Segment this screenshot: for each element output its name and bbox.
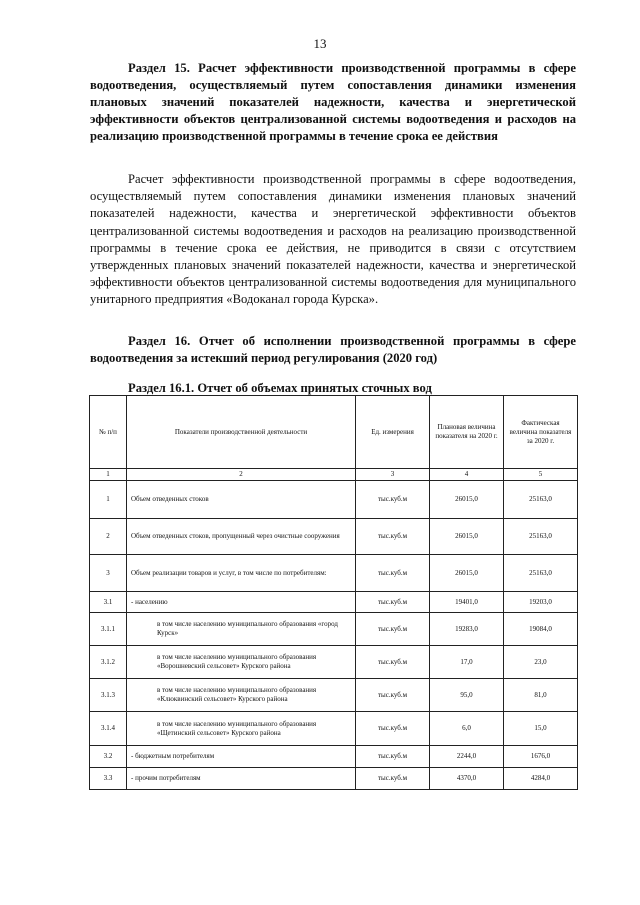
row-unit: тыс.куб.м — [356, 481, 430, 519]
table-row — [90, 712, 578, 746]
row-fact: 81,0 — [504, 679, 578, 712]
row-plan: 26015,0 — [430, 519, 504, 555]
row-unit: тыс.куб.м — [356, 592, 430, 613]
section-16-heading: Раздел 16. Отчет об исполнении производственной программы в сфере водоотведения за истекший период регулирования (2020 год) — [90, 334, 576, 365]
header-fact: Фактическая величина показателя за 2020 г. — [504, 396, 578, 469]
row-num: 3.1.1 — [90, 613, 127, 646]
row-num: 3.1.2 — [90, 646, 127, 679]
section-16-1-heading: Раздел 16.1. Отчет об объемах принятых сточных вод — [128, 381, 432, 395]
row-plan: 4370,0 — [430, 768, 504, 790]
table-row — [90, 519, 578, 555]
row-num: 2 — [90, 519, 127, 555]
table-header-row — [90, 396, 578, 469]
table-row — [90, 592, 578, 613]
header-unit: Ед. измерения — [356, 396, 430, 469]
wastewater-volume-table — [89, 395, 578, 790]
row-fact: 19203,0 — [504, 592, 578, 613]
row-indicator: - прочим потребителям — [127, 768, 356, 790]
row-indicator: в том числе населению муниципального образования «Клюквинский сельсовет» Курского района — [127, 679, 356, 712]
row-unit: тыс.куб.м — [356, 768, 430, 790]
index-cell: 2 — [127, 469, 356, 481]
row-unit: тыс.куб.м — [356, 613, 430, 646]
row-num: 3 — [90, 555, 127, 592]
index-cell: 4 — [430, 469, 504, 481]
row-num: 3.2 — [90, 746, 127, 768]
page-number: 13 — [313, 36, 327, 51]
table-row — [90, 746, 578, 768]
wastewater-volume-table-wrapper — [89, 395, 578, 790]
table-index-row — [90, 469, 578, 481]
row-unit: тыс.куб.м — [356, 746, 430, 768]
row-unit: тыс.куб.м — [356, 679, 430, 712]
row-indicator: Объем отведенных стоков, пропущенный через очистные сооружения — [127, 519, 356, 555]
header-indicator: Показатели производственной деятельности — [127, 396, 356, 469]
row-plan: 26015,0 — [430, 555, 504, 592]
row-fact: 25163,0 — [504, 555, 578, 592]
row-unit: тыс.куб.м — [356, 555, 430, 592]
row-plan: 19283,0 — [430, 613, 504, 646]
row-fact: 25163,0 — [504, 481, 578, 519]
row-unit: тыс.куб.м — [356, 712, 430, 746]
index-cell: 3 — [356, 469, 430, 481]
row-indicator: в том числе населению муниципального образования «город Курск» — [127, 613, 356, 646]
row-fact: 25163,0 — [504, 519, 578, 555]
index-cell: 1 — [90, 469, 127, 481]
row-plan: 6,0 — [430, 712, 504, 746]
index-cell: 5 — [504, 469, 578, 481]
row-num: 3.1.3 — [90, 679, 127, 712]
row-fact: 1676,0 — [504, 746, 578, 768]
table-row — [90, 613, 578, 646]
row-plan: 2244,0 — [430, 746, 504, 768]
table-row — [90, 768, 578, 790]
row-indicator: - бюджетным потребителям — [127, 746, 356, 768]
table-row — [90, 481, 578, 519]
row-num: 3.1.4 — [90, 712, 127, 746]
row-plan: 19401,0 — [430, 592, 504, 613]
header-num: № п/п — [90, 396, 127, 469]
row-fact: 4284,0 — [504, 768, 578, 790]
table-row — [90, 646, 578, 679]
row-plan: 17,0 — [430, 646, 504, 679]
row-indicator: в том числе населению муниципального образования «Щетинский сельсовет» Курского района — [127, 712, 356, 746]
row-num: 3.1 — [90, 592, 127, 613]
row-plan: 26015,0 — [430, 481, 504, 519]
row-unit: тыс.куб.м — [356, 646, 430, 679]
section-15-paragraph: Расчет эффективности производственной программы в сфере водоотведения, осуществляемый путем сопоставления динамики изменения плановых значений показателей надежности, качества и энергетической эффективности объектов централизованной системы водоотведения и расходов на реализацию производственной программы в течение срока ее действия, не приводится в связи с отсутствием утвержденных плановых значений показателей надежности, качества и энергетической эффективности объектов централизованной системы водоотведения для муниципального унитарного предприятия «Водоканал города Курска». — [90, 172, 576, 307]
table-row — [90, 679, 578, 712]
row-plan: 95,0 — [430, 679, 504, 712]
row-num: 1 — [90, 481, 127, 519]
row-indicator: в том числе населению муниципального образования «Ворошневский сельсовет» Курского района — [127, 646, 356, 679]
row-indicator: Объем реализации товаров и услуг, в том числе по потребителям: — [127, 555, 356, 592]
row-fact: 23,0 — [504, 646, 578, 679]
row-fact: 15,0 — [504, 712, 578, 746]
row-num: 3.3 — [90, 768, 127, 790]
header-plan: Плановая величина показателя на 2020 г. — [430, 396, 504, 469]
section-15-heading: Раздел 15. Расчет эффективности производственной программы в сфере водоотведения, осуществляемый путем сопоставления динамики изменения плановых значений показателей надежности, качества и энергетической эффективности объектов централизованной системы водоотведения и расходов на реализацию производственной программы в течение срока ее действия — [90, 61, 576, 143]
row-unit: тыс.куб.м — [356, 519, 430, 555]
row-fact: 19084,0 — [504, 613, 578, 646]
row-indicator: Объем отведенных стоков — [127, 481, 356, 519]
table-row — [90, 555, 578, 592]
row-indicator: - населению — [127, 592, 356, 613]
